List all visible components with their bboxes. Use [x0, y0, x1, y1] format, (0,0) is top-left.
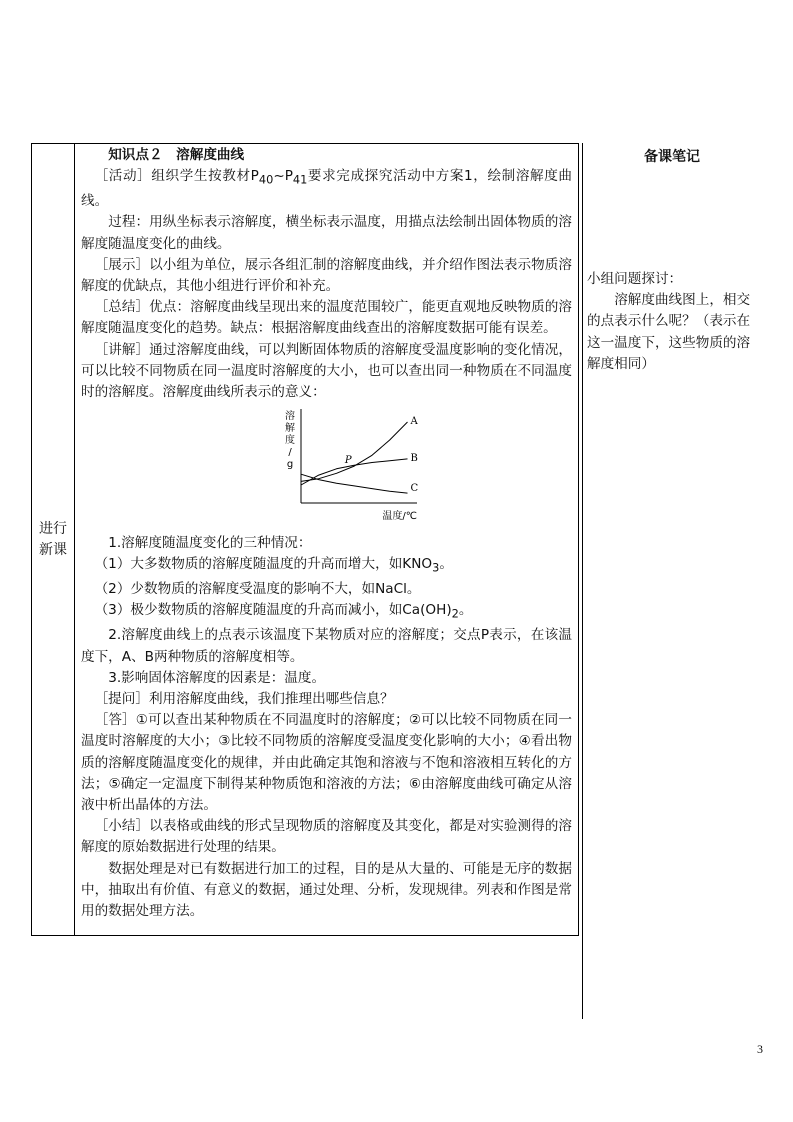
table-column-divider — [74, 143, 75, 936]
data-processing-paragraph: 数据处理是对已有数据进行加工的过程，目的是从大量的、可能是无序的数据中，抽取出有价值、有意义的数据，通过处理、分析，发现规律。列表和作图是常用的数据处理方法。 — [81, 860, 572, 920]
chart-y-label: 溶解度/ g — [285, 411, 295, 471]
notes-group-label: 小组问题探讨： — [587, 271, 683, 287]
activity-text-c: 要求完成探究活动中方案1，绘制溶解度曲线。 — [81, 168, 572, 210]
table-left-border — [31, 143, 32, 936]
curve-label-c: C — [410, 483, 419, 495]
process-paragraph: 过程：用纵坐标表示溶解度，横坐标表示温度，用描点法绘制出固体物质的溶解度随温度变化的曲线。 — [81, 214, 572, 252]
activity-page-end: 41 — [292, 172, 308, 187]
question-paragraph: ［提问］利用溶解度曲线，我们推理出哪些信息？ — [94, 691, 394, 708]
section-label: 进行新课 — [39, 521, 67, 558]
summary-paragraph: ［总结］优点：溶解度曲线呈现出来的温度范围较广，能更直观地反映物质的溶解度随温度变化的趋势。缺点：根据溶解度曲线查出的溶解度数据可能有误差。 — [81, 299, 572, 337]
chart-x-label: 温度/℃ — [382, 511, 417, 523]
case-1-sub: 3 — [432, 561, 440, 576]
case-3 — [81, 600, 572, 625]
case-1-end: 。 — [439, 556, 453, 573]
activity-page-start: 40 — [258, 172, 274, 187]
notes-column-divider — [582, 143, 583, 1019]
page-number: 3 — [757, 1042, 763, 1056]
activity-paragraph — [81, 166, 572, 212]
conclusion-paragraph: ［小结］以表格或曲线的形式呈现物质的溶解度及其变化，都是对实验测得的溶解度的原始数据进行处理的结果。 — [81, 818, 572, 856]
point-3: 3.影响固体溶解度的因素是：温度。 — [108, 669, 326, 686]
lesson-content — [81, 145, 572, 922]
activity-text-a: ［活动］组织学生按教材P — [94, 168, 259, 185]
case-3-text: （3）极少数物质的溶解度随温度的升高而减小，如Ca(OH) — [94, 602, 452, 619]
lecture-paragraph: ［讲解］通过溶解度曲线，可以判断固体物质的溶解度受温度影响的变化情况，可以比较不同物质在同一温度时溶解度的大小，也可以查出同一种物质在不同温度时的溶解度。溶解度曲线所表示的意义： — [81, 341, 572, 400]
notes-body — [587, 269, 761, 375]
curve-b — [301, 459, 408, 485]
intersection-point-label: P — [344, 455, 352, 467]
notes-question: 溶解度曲线图上，相交的点表示什么呢？（表示在这一温度下，这些物质的溶解度相同） — [587, 292, 751, 372]
case-3-end: 。 — [458, 602, 473, 619]
case-1 — [81, 554, 572, 579]
display-paragraph: ［展示］以小组为单位，展示各组汇制的溶解度曲线，并介绍作图法表示物质溶解度的优缺点，其他小组进行评价和补充。 — [81, 256, 572, 294]
case-3-sub: 2 — [451, 607, 459, 622]
curve-label-b: B — [410, 453, 418, 465]
solubility-curve-chart — [269, 407, 419, 525]
answer-paragraph: ［答］①可以查出某种物质在不同温度时的溶解度；②可以比较不同物质在同一温度时溶解度的大小；③比较不同物质的溶解度受温度变化影响的大小；④看出物质的溶解度随温度变化的规律，并由此确定其饱和溶液与不饱和溶液相互转化的方法；⑤确定一定温度下制得某种物质饱和溶液的方法；⑥由溶解度曲线可确定从溶液中析出晶体的方法。 — [81, 712, 572, 814]
table-top-border — [31, 143, 579, 144]
curve-label-a: A — [410, 416, 418, 428]
point-1-heading: 1.溶解度随温度变化的三种情况： — [108, 535, 312, 552]
activity-text-b: ~P — [273, 168, 293, 185]
case-1-text: （1）大多数物质的溶解度随温度的升高而增大，如KNO — [94, 556, 433, 573]
table-right-border — [578, 143, 579, 936]
curve-a — [301, 422, 408, 481]
table-bottom-border — [31, 935, 579, 936]
section-heading: 知识点２ 溶解度曲线 — [108, 147, 245, 163]
point-2: 2.溶解度曲线上的点表示该温度下某物质对应的溶解度；交点P表示，在该温度下，A、B两种物质的溶解度相等。 — [81, 627, 572, 665]
curve-c — [301, 474, 408, 493]
case-2: （2）少数物质的溶解度受温度的影响不大，如NaCl。 — [94, 581, 421, 598]
notes-title: 备课笔记 — [644, 149, 700, 165]
